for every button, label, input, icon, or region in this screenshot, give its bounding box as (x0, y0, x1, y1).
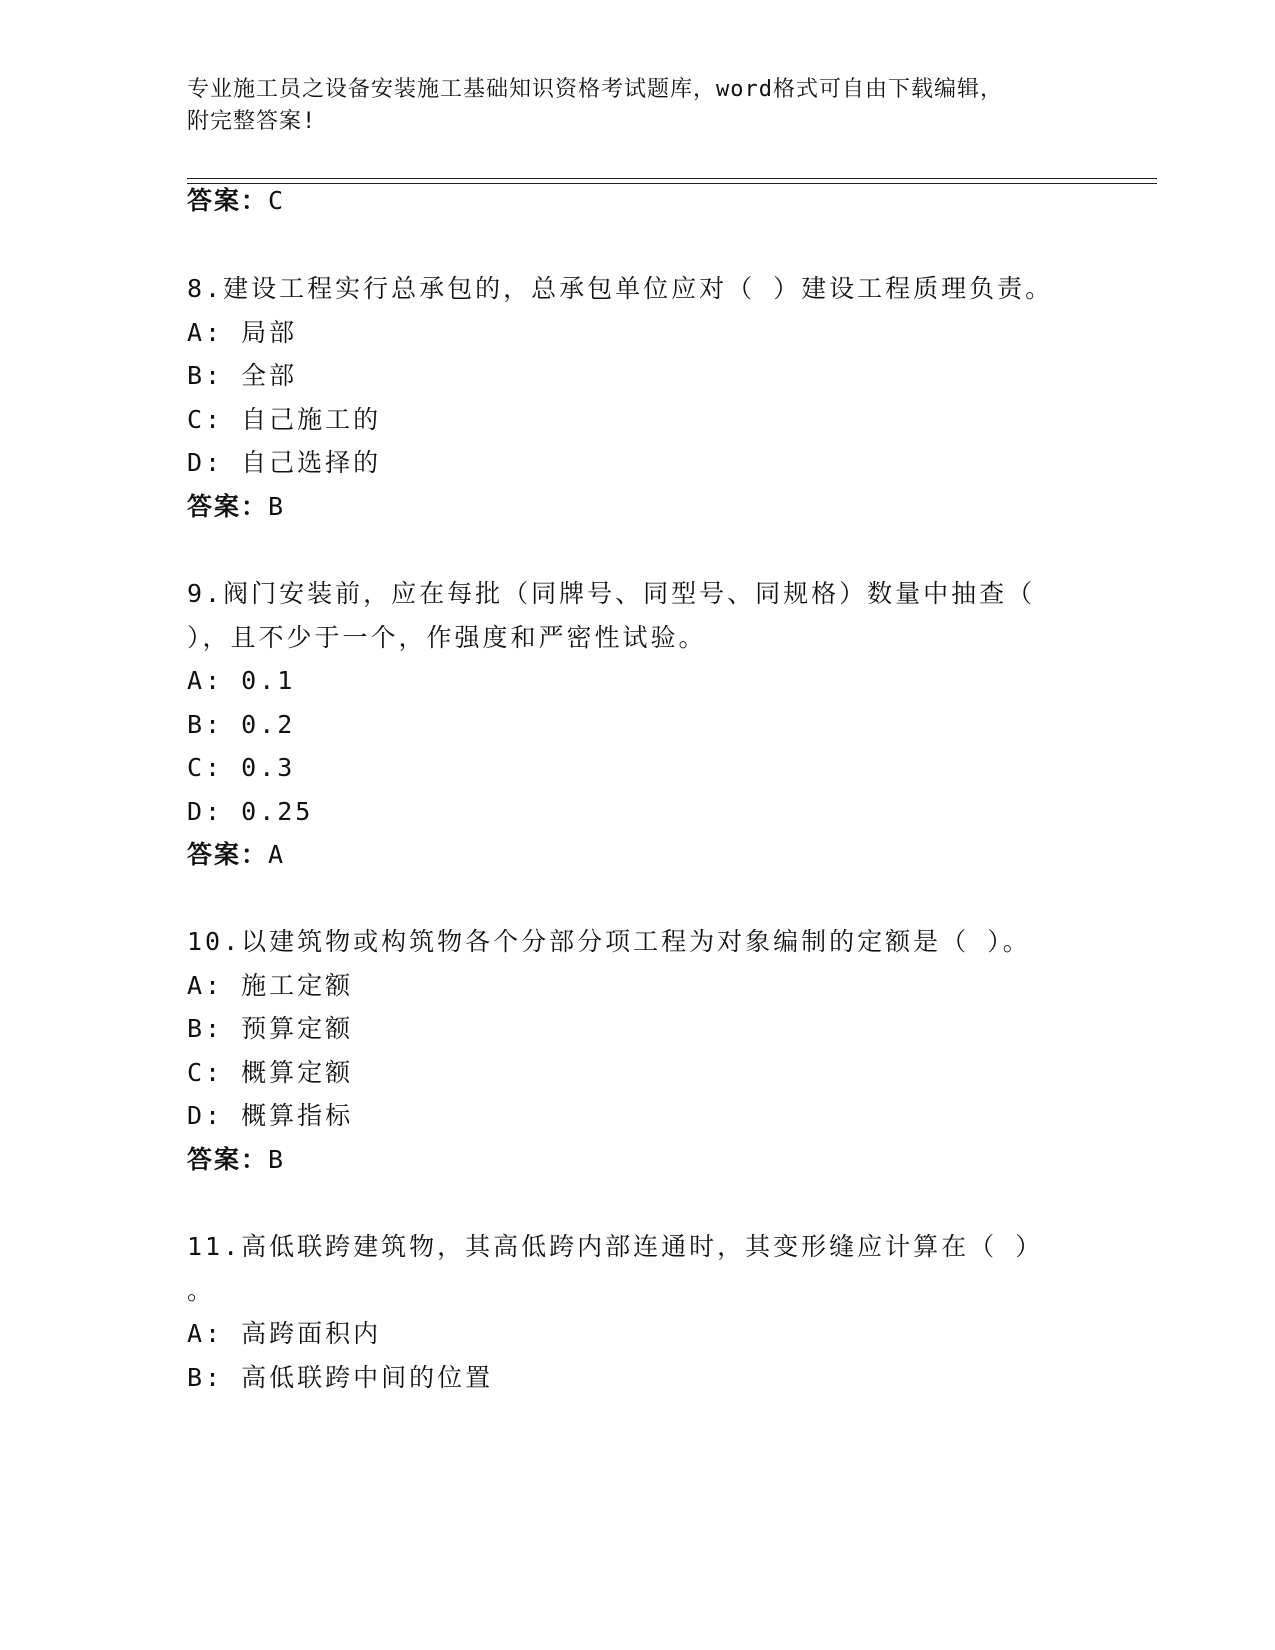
question-11-text-line-1: 11.高低联跨建筑物，其高低跨内部连通时，其变形缝应计算在（ ） (187, 1232, 1044, 1261)
header-divider-bottom (187, 183, 1157, 184)
answer-label: 答案： (187, 1145, 269, 1174)
answer-label: 答案： (187, 186, 269, 215)
question-10-answer (187, 1145, 285, 1175)
question-11-option-a: A: 高跨面积内 (187, 1319, 382, 1348)
question-9-option-a: A: 0.1 (187, 666, 296, 695)
question-8-text: 8.建设工程实行总承包的，总承包单位应对（ ）建设工程质理负责。 (187, 274, 1054, 303)
answer-value: C (268, 186, 286, 215)
question-8-answer (187, 492, 285, 522)
answer-label: 答案： (187, 840, 269, 869)
question-10-option-b: B: 预算定额 (187, 1014, 354, 1043)
question-10-option-a: A: 施工定额 (187, 971, 354, 1000)
document-header (187, 74, 1087, 138)
answer-value: B (268, 1145, 286, 1174)
question-10-option-c: C: 概算定额 (187, 1058, 354, 1087)
answer-value: B (268, 492, 286, 521)
question-11-text-line-2: 。 (187, 1276, 216, 1305)
question-9-option-d: D: 0.25 (187, 797, 314, 826)
question-8-option-c: C: 自己施工的 (187, 405, 382, 434)
question-11-option-b: B: 高低联跨中间的位置 (187, 1363, 494, 1392)
question-10-option-d: D: 概算指标 (187, 1101, 354, 1130)
answer-value: A (268, 840, 286, 869)
question-8-option-a: A: 局部 (187, 318, 298, 347)
question-9-text-line-2: ），且不少于一个，作强度和严密性试验。 (187, 623, 707, 652)
question-8-option-d: D: 自己选择的 (187, 448, 382, 477)
question-9-option-b: B: 0.2 (187, 710, 296, 739)
question-9-option-c: C: 0.3 (187, 753, 296, 782)
header-line-1: 专业施工员之设备安装施工基础知识资格考试题库，word格式可自由下载编辑， (187, 77, 1003, 102)
question-10-text: 10.以建筑物或构筑物各个分部分项工程为对象编制的定额是（ ）。 (187, 927, 1031, 956)
header-divider-top (187, 178, 1157, 179)
answer-label: 答案： (187, 492, 269, 521)
answer-prev (187, 186, 285, 216)
header-line-2: 附完整答案! (187, 109, 317, 134)
question-9-text-line-1: 9.阀门安装前，应在每批（同牌号、同型号、同规格）数量中抽查（ (187, 579, 1036, 608)
question-8-option-b: B: 全部 (187, 361, 298, 390)
question-9-answer (187, 840, 285, 870)
